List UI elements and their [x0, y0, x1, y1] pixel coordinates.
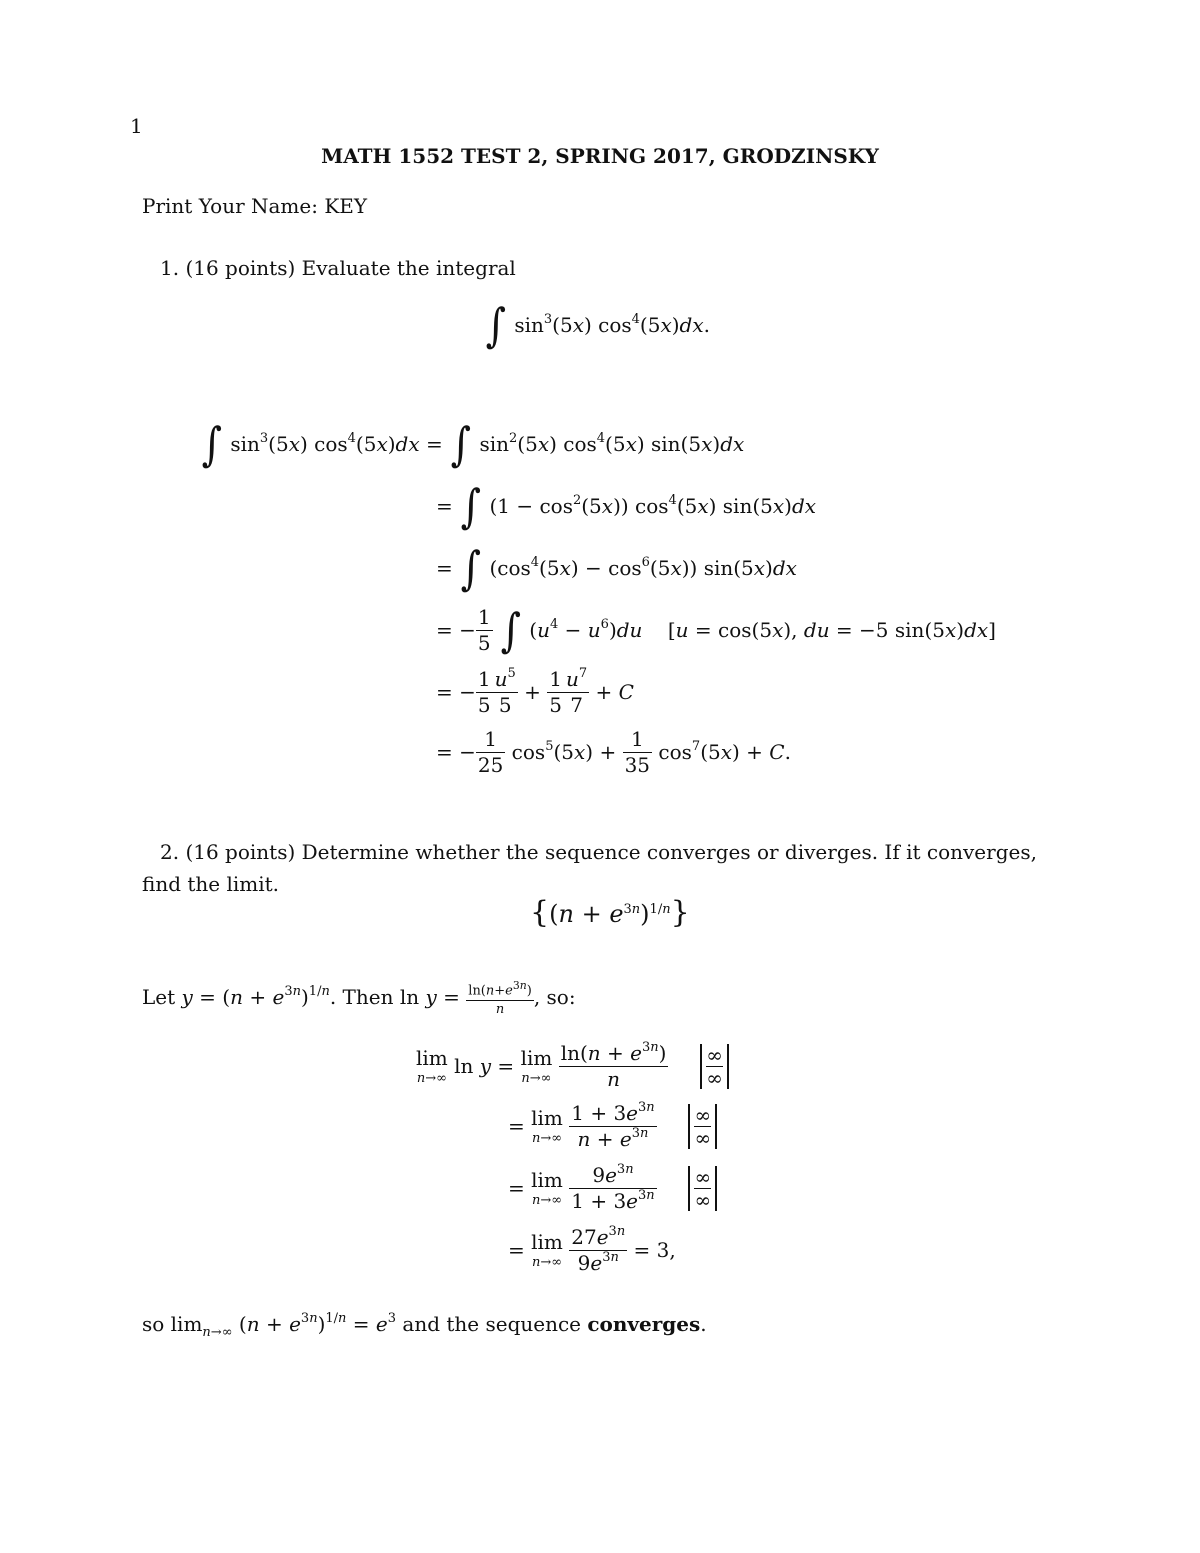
- question-2-prompt-line-2: find the limit.: [142, 872, 280, 896]
- page-title: MATH 1552 TEST 2, SPRING 2017, GRODZINSKY: [321, 144, 879, 168]
- name-line: Print Your Name: KEY: [142, 194, 368, 218]
- q1-step-5: = − $\frac{1}{5}$ $\frac{u^5}{5}$ + $\frac{1}{5}$ $\frac{u^7}{7}$ + C: [436, 665, 634, 717]
- integral-sign-icon: ∫: [485, 298, 507, 352]
- question-2-conclusion: so $\lim_{n\to\infty} (n + e^{3n})^{1/n} = e^3$ and the sequence converges.: [142, 1311, 707, 1340]
- q2-step-1: lim n→∞ ln y = lim n→∞ $\frac{\ln(n + e^{3n})}{n}$ $\frac{\infty}{\infty}$: [416, 1036, 729, 1096]
- question-1-prompt: 1. (16 points) Evaluate the integral: [160, 256, 516, 280]
- page-number: 1: [130, 114, 143, 138]
- q2-step-4: = lim n→∞ $\frac{27e^{3n}}{9e^{3n}}$ = 3,: [508, 1223, 676, 1275]
- q2-step-3: = lim n→∞ $\frac{9e^{3n}}{1 + 3e^{3n}}$ $\frac{\infty}{\infty}$: [508, 1158, 717, 1218]
- q2-step-2: = lim n→∞ $\frac{1 + 3e^{3n}}{n + e^{3n}}$ $\frac{\infty}{\infty}$: [508, 1096, 717, 1156]
- q1-step-6: = − $\frac{1}{25}$ $\cos^5(5x)$ + $\frac{1}{35}$ $\cos^7(5x) + C$.: [436, 726, 791, 777]
- q1-step-3: = ∫ $(\cos^4(5x) - \cos^6(5x))$ sin(5x)dx: [436, 541, 797, 595]
- q1-step-2: = ∫ $(1 - \cos^2(5x))$ $\cos^4(5x)$ sin(5x)dx: [436, 479, 817, 533]
- question-2-sequence: $\{(n + e^{3n})^{1/n}\}$: [530, 895, 690, 930]
- q1-step-4: = − $\frac{1}{5}$ ∫ $(u^4 - u^6)du$ [u = cos(5x), du = −5 sin(5x)dx]: [436, 603, 996, 657]
- question-2-prompt-line-1: 2. (16 points) Determine whether the sequence converges or diverges. If it converges,: [160, 840, 1037, 864]
- question-1-integral: ∫ $\sin^3(5x)$ $\cos^4(5x)dx$.: [485, 298, 710, 352]
- q1-step-1: ∫ $\sin^3(5x) \cos^4(5x)dx$ = ∫ $\sin^2(5x)$ $\cos^4(5x)$ sin(5x)dx: [201, 417, 745, 471]
- question-2-let-line: Let $y = (n + e^{3n})^{1/n}$. Then ln y = $\frac{\ln(n+e^{3n})}{n}$ , so:: [142, 979, 576, 1017]
